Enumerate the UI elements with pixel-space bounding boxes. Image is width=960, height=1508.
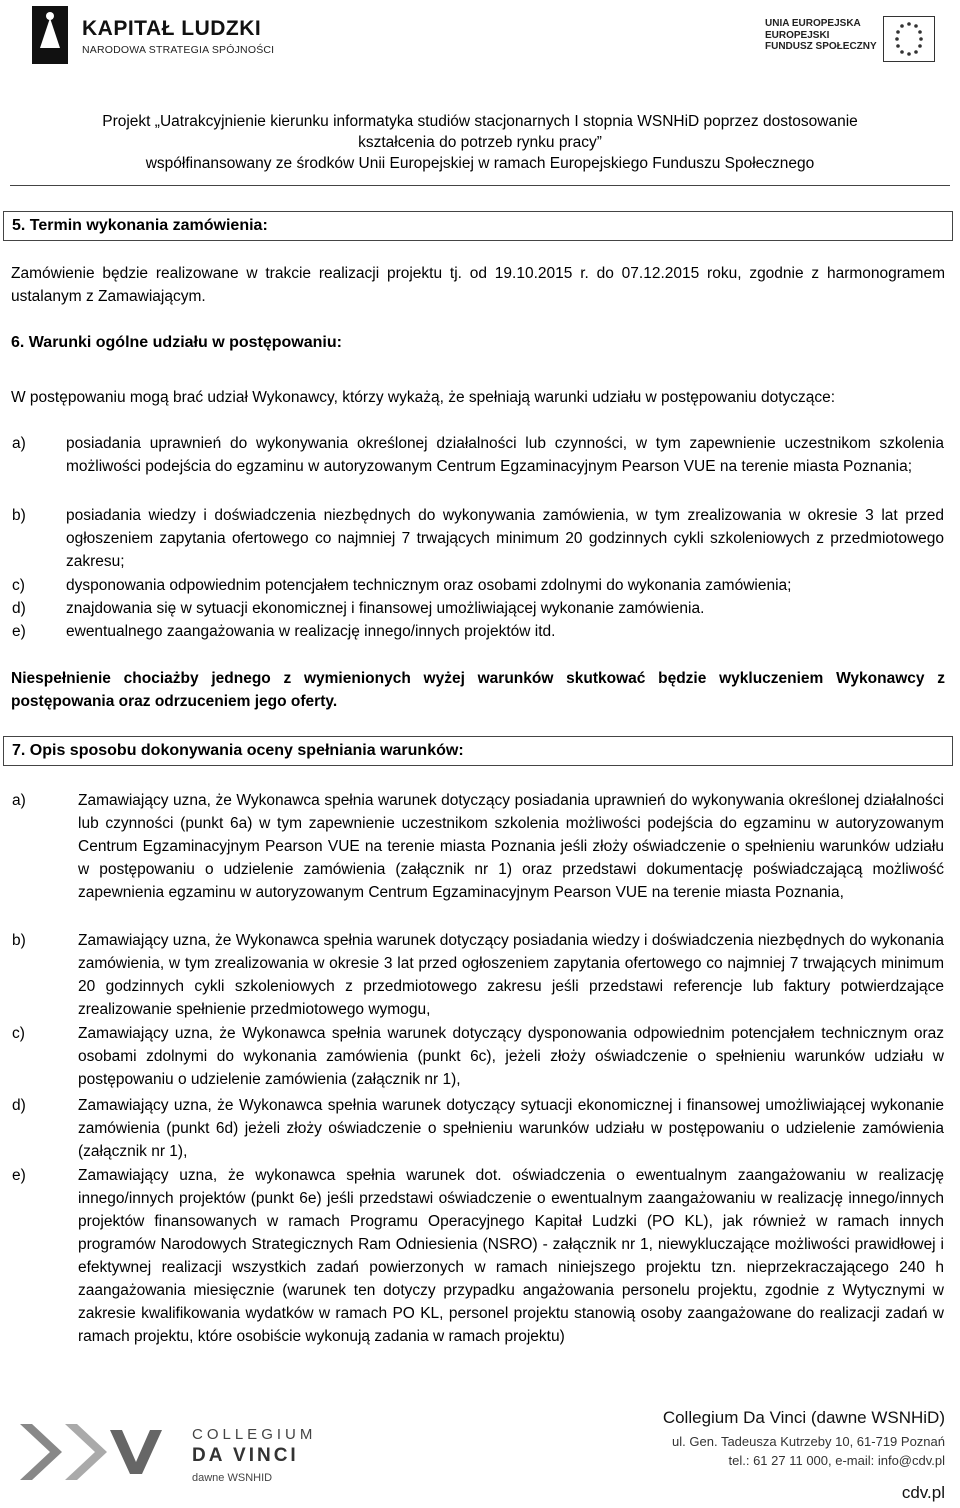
- kapital-ludzki-subtitle: NARODOWA STRATEGIA SPÓJNOŚCI: [82, 44, 275, 56]
- condition-item: [0, 432, 960, 502]
- evaluation-label: c): [12, 1025, 25, 1042]
- condition-text: dysponowania odpowiednim potencjałem technicznym oraz osobami zdolnymi do wykonania zamówienia;: [66, 577, 792, 594]
- condition-label: d): [12, 600, 26, 617]
- college-address: ul. Gen. Tadeusza Kutrzeby 10, 61-719 Poznań: [672, 1434, 945, 1449]
- condition-item: [0, 620, 960, 643]
- section-5-text: Zamówienie będzie realizowane w trakcie realizacji projektu tj. od 19.10.2015 r. do 07.12.2015 roku, zgodnie z harmonogramem ustalanym z Zamawiającym.: [11, 265, 945, 305]
- condition-item: [0, 574, 960, 597]
- college-name: Collegium Da Vinci (dawne WSNHiD): [662, 1408, 945, 1427]
- condition-text: posiadania uprawnień do wykonywania określonej działalności lub czynności, w tym zapewnienie uczestnikom szkolenia możliwości podejścia do egzaminu w autoryzowanym Centrum Egzaminacyjnym Pearson VUE na terenie miasta Poznania;: [66, 435, 944, 475]
- evaluation-text: Zamawiający uzna, że Wykonawca spełnia warunek dotyczący dysponowania odpowiednim potencjałem technicznym oraz osobami zdolnymi do wykonania zamówienia (punkt 6c), jeżeli złoży oświadczenie o spełnieniu warunków udziału w postępowaniu o udzielenie zamówienia (załącznik nr 1),: [78, 1025, 944, 1088]
- project-line-2: kształcenia do potrzeb rynku pracy”: [358, 134, 602, 151]
- header-divider: [10, 185, 950, 186]
- eu-logo: [765, 16, 945, 62]
- condition-label: c): [12, 577, 25, 594]
- evaluation-item: [0, 1094, 960, 1164]
- condition-text: ewentualnego zaangażowania w realizację innego/innych projektów itd.: [66, 623, 556, 640]
- evaluation-text: Zamawiający uzna, że Wykonawca spełnia warunek dotyczący posiadania uprawnień do wykonywania określonej działalności lub czynności (punkt 6a) w tym zapewnienie uczestnikom szkolenia możliwości podejścia do egzaminu w autoryzowanym Centrum Egzaminacyjnym Pearson VUE na terenie miasta Poznania jeśli złoży oświadczenie o spełnieniu warunków udziału w postępowaniu o udzielenie zamówienia (załącznik nr 1) oraz przedstawi dokumentację poświadczającą możliwość zapewnienia egzaminu w autoryzowanym Centrum Egzaminacyjnym Pearson VUE na terenie miasta Poznania,: [78, 792, 944, 901]
- evaluation-label: e): [12, 1167, 26, 1184]
- condition-label: b): [12, 507, 26, 524]
- section-5-box: [3, 211, 953, 241]
- cdv-logo-line-2: DA VINCI: [192, 1445, 299, 1466]
- condition-text: znajdowania się w sytuacji ekonomicznej i finansowej umożliwiającej wykonanie zamówienia.: [66, 600, 705, 617]
- kapital-ludzki-emblem-icon: [30, 4, 74, 66]
- eu-line-2: EUROPEJSKI: [765, 29, 830, 41]
- eu-line-3: FUNDUSZ SPOŁECZNY: [765, 41, 877, 52]
- evaluation-label: d): [12, 1097, 26, 1114]
- project-line-1: Projekt „Uatrakcyjnienie kierunku informatyka studiów stacjonarnych I stopnia WSNHiD poprzez dostosowanie: [102, 113, 858, 130]
- condition-label: e): [12, 623, 26, 640]
- condition-text: posiadania wiedzy i doświadczenia niezbędnych do wykonywania zamówienia, w tym zrealizowania w okresie 3 lat przed ogłoszeniem zapytania ofertowego co najmniej 7 trwających minimum 20 godzinnych cykli szkoleniowych z przedmiotowego zakresu;: [66, 507, 944, 570]
- section-6-heading: 6. Warunki ogólne udziału w postępowaniu:: [11, 334, 342, 351]
- eu-logo-text: [765, 18, 877, 53]
- evaluation-label: b): [12, 932, 26, 949]
- cdv-chevrons-icon: [10, 1412, 180, 1492]
- condition-item: [0, 597, 960, 620]
- section-7-box: [3, 736, 953, 766]
- condition-label: a): [12, 435, 26, 452]
- evaluation-item: [0, 1022, 960, 1092]
- cdv-logo-line-3: dawne WSNHID: [192, 1472, 273, 1484]
- exclusion-warning: Niespełnienie chociażby jednego z wymienionych wyżej warunków skutkować będzie wykluczeniem Wykonawcy z postępowania oraz odrzuceniem jego oferty.: [11, 670, 945, 710]
- collegium-da-vinci-logo: [10, 1412, 317, 1492]
- evaluation-item: [0, 929, 960, 1022]
- condition-item: [0, 504, 960, 574]
- evaluation-text: Zamawiający uzna, że Wykonawca spełnia warunek dotyczący posiadania wiedzy i doświadczenia niezbędnych do wykonania zamówienia, w tym zrealizowania w okresie 3 lat przed ogłoszeniem zapytania ofertowego co najmniej 7 trwających minimum 20 godzinnych cykli szkoleniowych z przedmiotowego zakresu jeśli przedstawi referencje lub faktury potwierdzające zrealizowanie spełnienie przedmiotowego wymogu,: [78, 932, 944, 1018]
- cdv-logo-line-1: COLLEGIUM: [192, 1426, 317, 1443]
- project-header: [0, 111, 960, 174]
- section-5-heading: 5. Termin wykonania zamówienia:: [12, 217, 268, 234]
- kapital-ludzki-title: KAPITAŁ LUDZKI: [82, 17, 262, 40]
- evaluation-item: [0, 789, 960, 929]
- kapital-ludzki-logo: [30, 4, 275, 66]
- eu-line-1: UNIA EUROPEJSKA: [765, 18, 861, 29]
- section-6-intro: W postępowaniu mogą brać udział Wykonawcy, którzy wykażą, że spełniają warunki udziału w postępowaniu dotyczące:: [11, 389, 836, 406]
- college-contact: [560, 1432, 945, 1470]
- evaluation-text: Zamawiający uzna, że Wykonawca spełnia warunek dotyczący sytuacji ekonomicznej i finansowej umożliwiającej wykonanie zamówienia (punkt 6d) jeżeli złoży oświadczenie o spełnieniu warunków udziału w postępowaniu o udzielenie zamówienia (załącznik nr 1),: [78, 1097, 944, 1160]
- college-phone-email: tel.: 61 27 11 000, e-mail: info@cdv.pl: [728, 1453, 945, 1468]
- section-7-heading: 7. Opis sposobu dokonywania oceny spełniania warunków:: [12, 742, 464, 759]
- evaluation-label: a): [12, 792, 26, 809]
- college-url: cdv.pl: [901, 1483, 945, 1502]
- evaluation-item: [0, 1164, 960, 1374]
- eu-flag-icon: [883, 16, 935, 62]
- evaluation-text: Zamawiający uzna, że wykonawca spełnia warunek dot. oświadczenia o ewentualnym zaangażowaniu w realizację innego/innych projektów (punkt 6e) jeśli przedstawi oświadczenie o ewentualnym zaangażowaniu w realizację innego/innych projektów finansowanych w ramach Programu Operacyjnego Kapitał Ludzki (PO KL), jak również w ramach innych programów Narodowych Strategicznych Ram Odniesienia (NSRO) - załącznik nr 1, niewykluczające możliwości prawidłowej i efektywnej realizacji wszystkich zadań powierzonych w ramach niniejszego projektu tzn. nieprzekraczającego 240 h zaangażowania miesięcznie (warunek ten dotyczy przypadku angażowania personelu projektu, zgodnie z Wytycznymi w zakresie kwalifikowania wydatków w ramach PO KL, personel projektu stanowią osoby zaangażowane do realizacji zadań w ramach projektu, które osobiście wykonują zadania w ramach projektu): [78, 1167, 944, 1345]
- project-line-3: współfinansowany ze środków Unii Europejskiej w ramach Europejskiego Funduszu Społecznego: [145, 155, 815, 172]
